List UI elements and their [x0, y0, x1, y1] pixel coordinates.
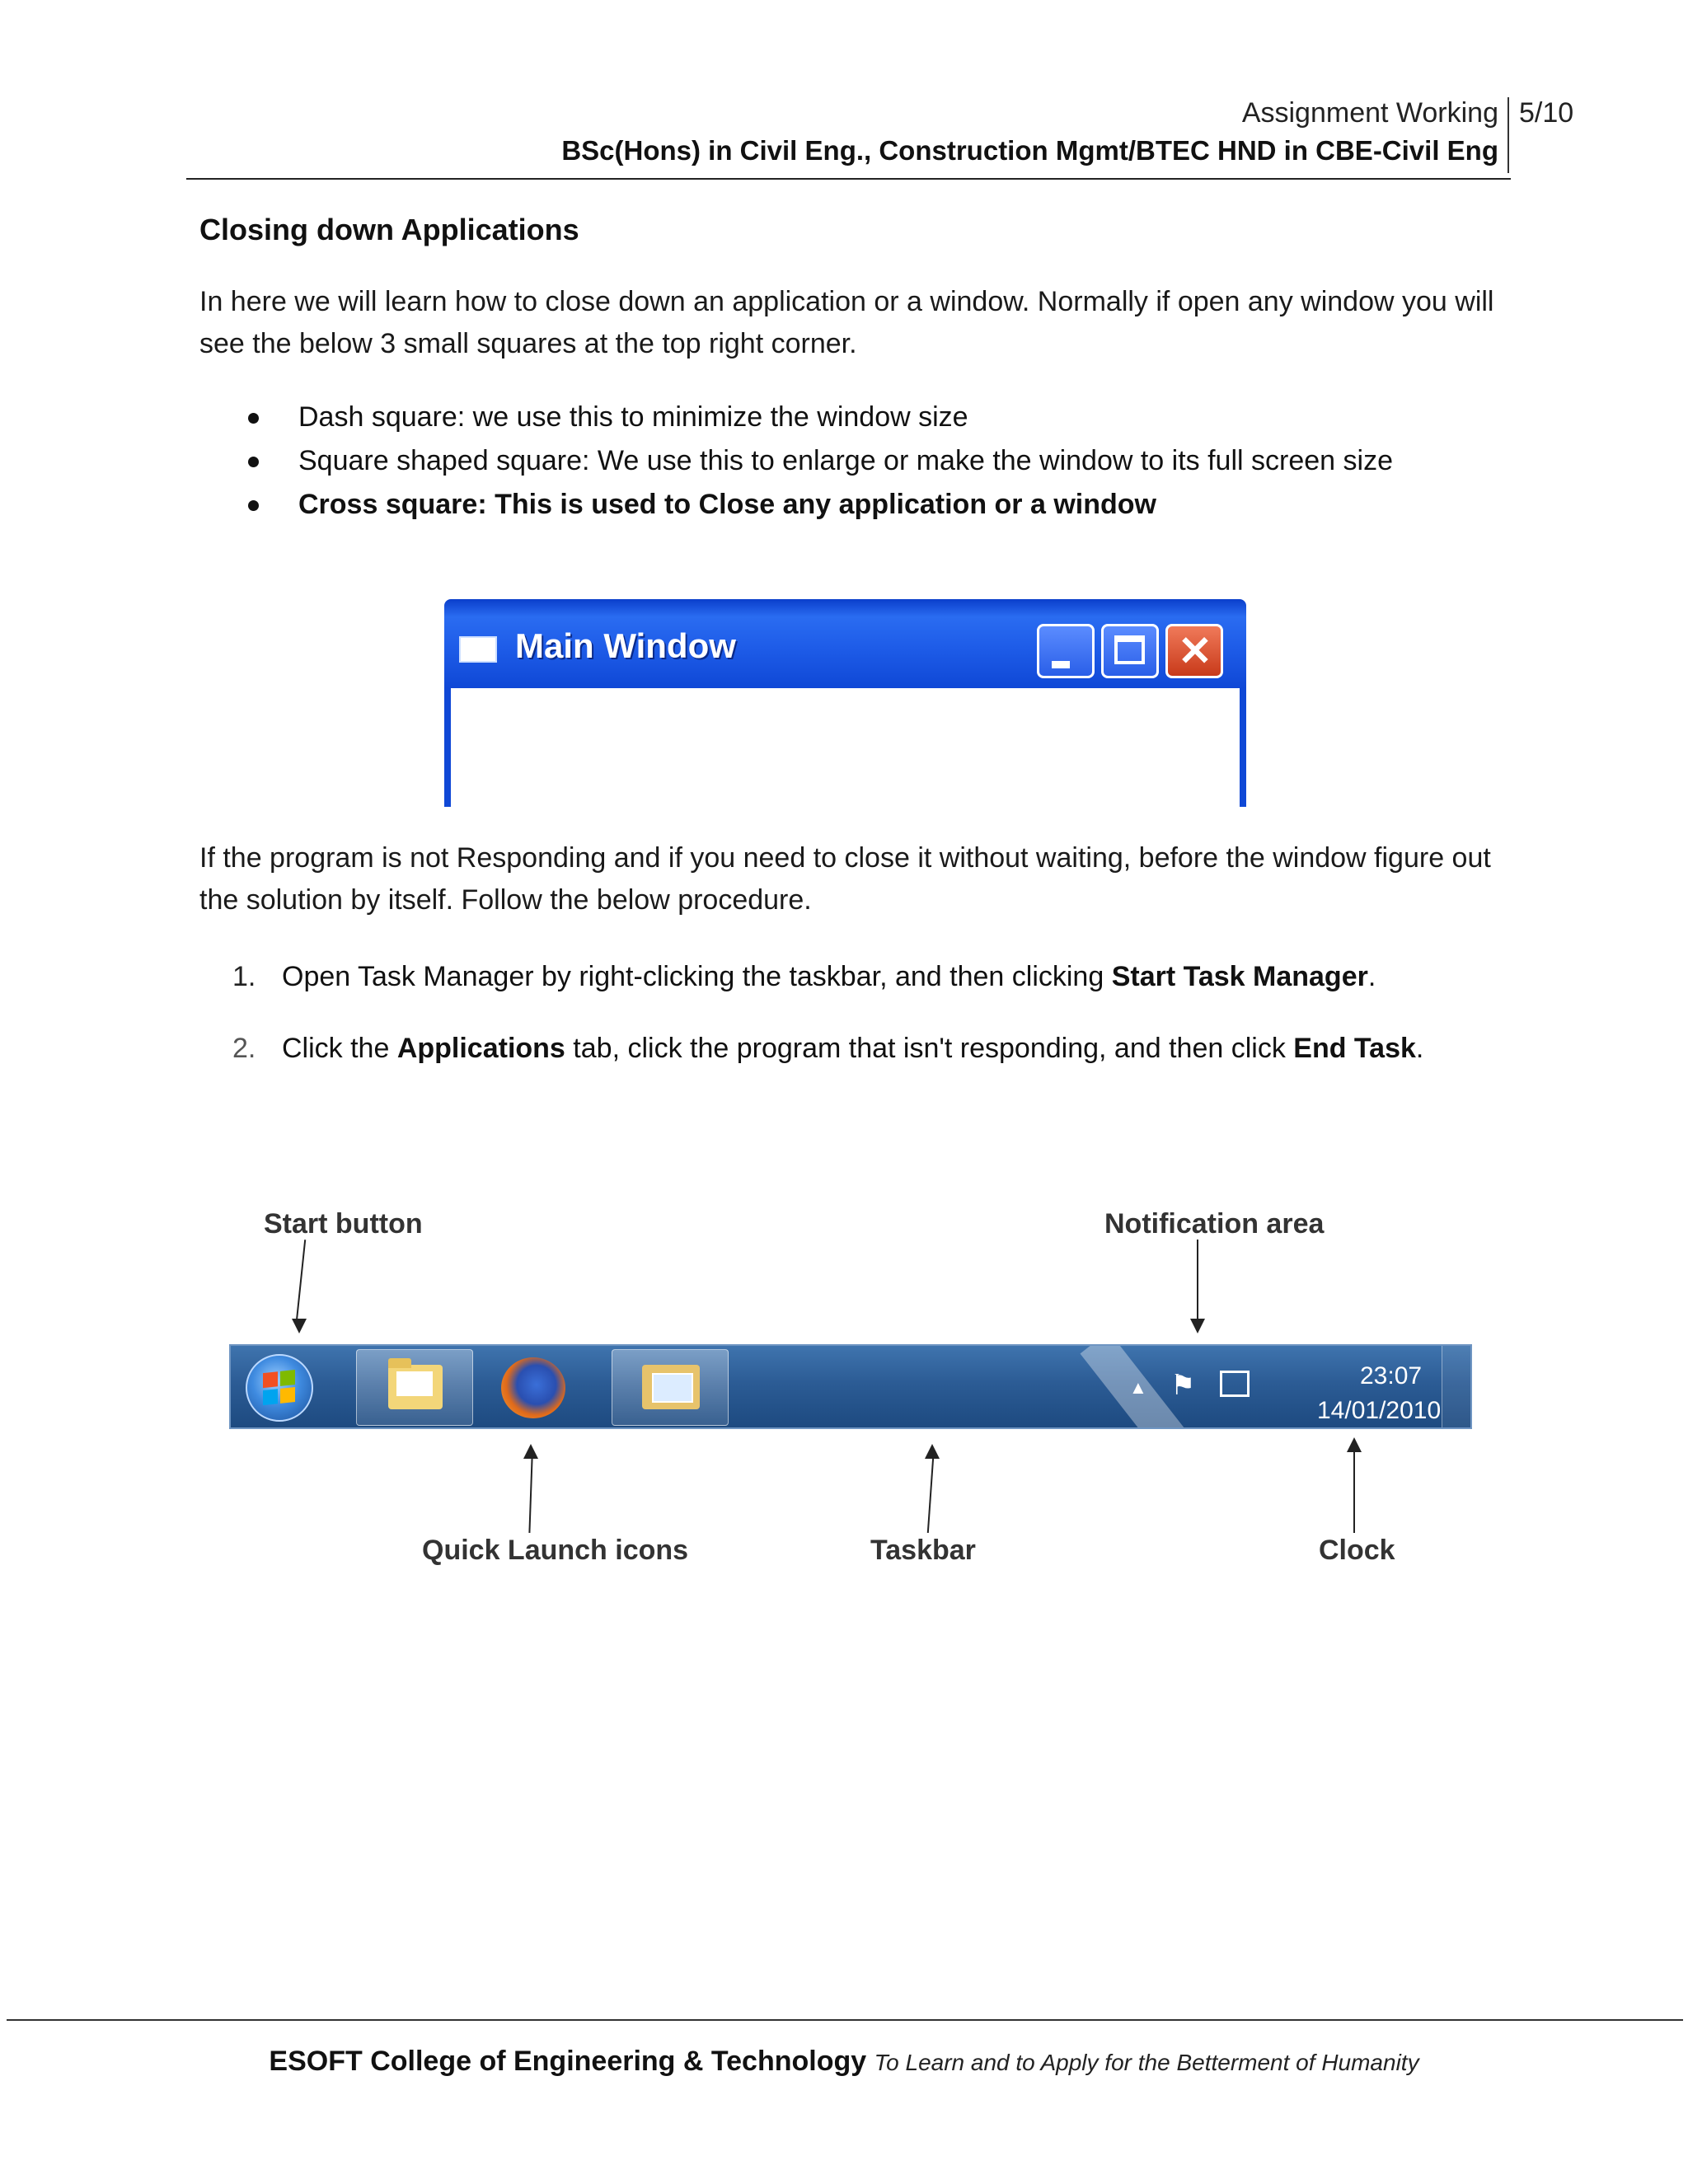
page-number: 5/10: [1519, 97, 1574, 129]
header-title: Assignment Working: [1241, 97, 1498, 129]
arrow-taskbar: [927, 1457, 934, 1533]
list-item: Dash square: we use this to minimize the window size: [247, 396, 1533, 439]
label-notification-area: Notification area: [1104, 1208, 1325, 1240]
list-item: Square shaped square: We use this to enlarge or make the window to its full screen size: [247, 439, 1533, 483]
notification-area: [1129, 1362, 1442, 1424]
window-title: Main Window: [515, 626, 736, 665]
arrow-clock: [1353, 1451, 1355, 1533]
folder-icon: [388, 1365, 443, 1409]
header-divider: [1507, 97, 1509, 173]
bullet-icon: [248, 457, 259, 467]
footer-org: ESOFT College of Engineering & Technology: [269, 2046, 867, 2077]
footer: [0, 2046, 1688, 2078]
arrow-start: [296, 1240, 306, 1322]
label-quick-launch: Quick Launch icons: [422, 1535, 689, 1566]
close-button[interactable]: [1165, 624, 1223, 678]
quick-launch-switch-windows[interactable]: [612, 1349, 729, 1426]
header-subtitle: BSc(Hons) in Civil Eng., Construction Mgmt/BTEC HND in CBE-Civil Eng: [561, 135, 1498, 166]
window-titlebar: [444, 599, 1246, 688]
maximize-button[interactable]: [1101, 624, 1159, 678]
minimize-icon: [1052, 661, 1070, 668]
button-description-list: [247, 396, 1533, 527]
window-body-frame: [444, 688, 1246, 807]
main-window-illustration: [444, 599, 1246, 807]
section-heading: Closing down Applications: [199, 213, 579, 246]
footer-rule: [7, 2019, 1683, 2021]
header-rule: [186, 178, 1511, 180]
footer-motto: To Learn and to Apply for the Betterment of Humanity: [874, 2050, 1419, 2075]
label-taskbar: Taskbar: [870, 1535, 976, 1566]
procedure-intro: If the program is not Responding and if you need to close it without waiting, before the window figure out the solution by itself. Follow the below procedure.: [199, 842, 1491, 916]
quick-launch-firefox[interactable]: [476, 1349, 593, 1426]
step-number: 2.: [232, 1033, 256, 1064]
bullet-icon: [248, 500, 259, 511]
firefox-icon: [501, 1357, 565, 1418]
window-icon: [459, 636, 497, 663]
network-icon[interactable]: [1220, 1371, 1250, 1397]
tray-up-arrow-icon[interactable]: ▲: [1129, 1377, 1147, 1398]
show-desktop-button[interactable]: [1442, 1346, 1470, 1429]
label-clock: Clock: [1319, 1535, 1395, 1566]
clock-date[interactable]: 14/01/2010: [1317, 1397, 1442, 1424]
arrowhead-icon: [292, 1319, 307, 1333]
window-switch-icon: [642, 1365, 700, 1409]
start-button[interactable]: [246, 1354, 313, 1422]
window-client-area: [451, 688, 1240, 807]
windows-logo-icon: [263, 1370, 296, 1406]
clock-time[interactable]: 23:07: [1360, 1362, 1423, 1390]
arrow-notification: [1197, 1240, 1198, 1322]
quick-launch-explorer[interactable]: [356, 1349, 473, 1426]
maximize-icon: [1114, 635, 1145, 664]
close-icon: ✕: [1178, 628, 1212, 674]
bullet-icon: [248, 413, 259, 424]
step-number: 1.: [232, 961, 256, 992]
flag-icon[interactable]: ⚑: [1170, 1370, 1196, 1401]
intro-paragraph: In here we will learn how to close down an application or a window. Normally if open any window you will see the below 3 small squares at the top right corner.: [199, 286, 1494, 359]
taskbar[interactable]: [229, 1344, 1472, 1429]
list-item: Cross square: This is used to Close any application or a window: [247, 483, 1533, 527]
minimize-button[interactable]: [1037, 624, 1095, 678]
arrow-quick-launch: [528, 1457, 532, 1533]
label-start-button: Start button: [264, 1208, 423, 1240]
arrowhead-icon: [1190, 1319, 1205, 1333]
